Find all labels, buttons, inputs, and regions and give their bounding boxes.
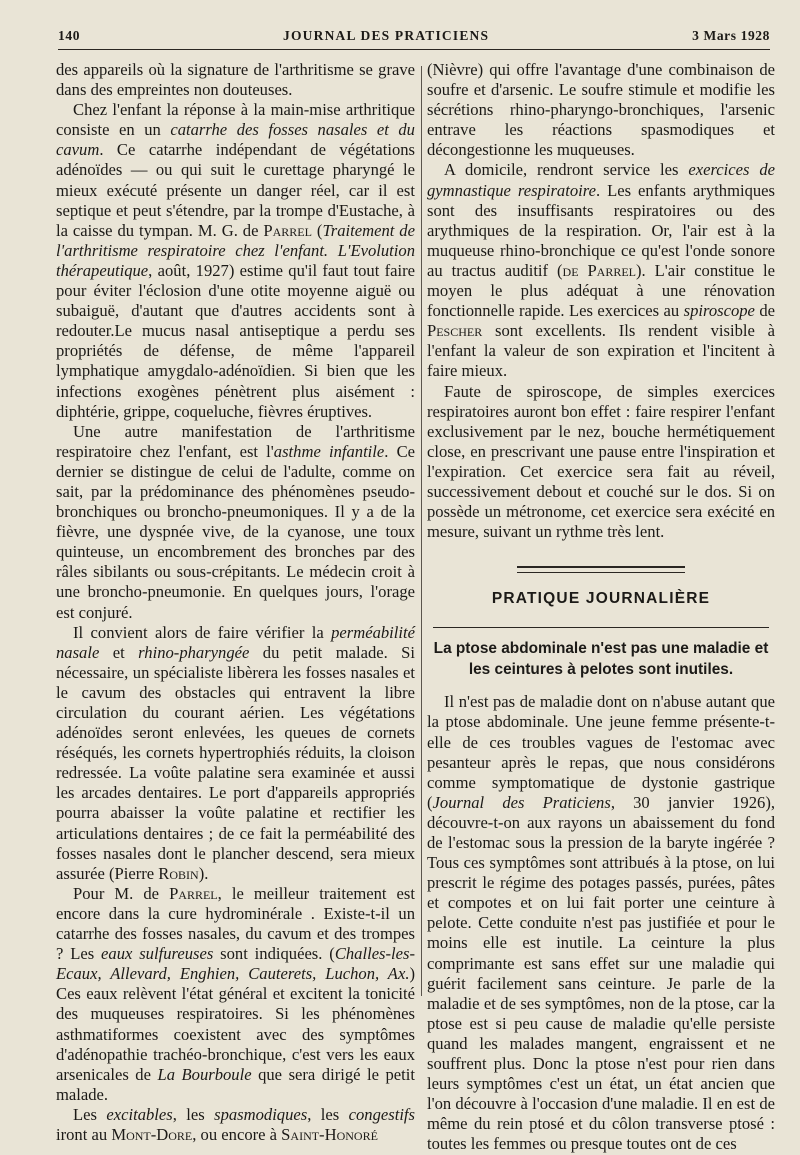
text: (Nièvre) qui offre l'avantage d'une combinaison de soufre et d'arsenic. Le soufre stimule et modifie les sécrétions rhino-pharyngo-bronchiques, l'arsenic entrave les réactions spasmodiques et décongestionne les muqueuses.: [427, 60, 775, 160]
italic-term: exercices de gymnastique respiratoire: [427, 160, 775, 200]
section-title: PRATIQUE JOURNALIÈRE: [491, 590, 711, 608]
text: que sera dirigé le petit malade.: [56, 1064, 415, 1104]
paragraph: [56, 100, 415, 422]
text: Il n'est pas de maladie dont on n'abuse autant que la ptose abdominale. Une jeune femme présente-t-elle de ces troubles vagues de l'estomac avec pesanteur après le repas, que nous considérons comme symptomatique de dystonie gastrique (: [427, 692, 775, 812]
text: . Ce catarrhe indépendant de végétations adénoïdes — ou qui suit le curettage pharyngé le mieux exécuté présente un danger réel, car il est septique et peut s'étendre, par la trompe d'Eustache, à la caisse du tympan. M. G. de: [56, 140, 415, 240]
text: Chez l'enfant la réponse à la main-mise arthritique consiste en un: [56, 100, 415, 140]
text: A domicile, rendront service les: [444, 160, 689, 180]
author-name: Parrel: [169, 883, 218, 903]
text: , les: [307, 1104, 349, 1124]
text: de: [754, 301, 776, 321]
column-separator: [421, 66, 422, 996]
left-column: [56, 60, 415, 1145]
paragraph: [427, 692, 775, 1154]
text: des appareils où la signature de l'arthritisme se grave dans des empreintes non douteuses.: [56, 60, 415, 100]
italic-term: excitables: [106, 1104, 173, 1124]
paragraph: [56, 422, 415, 623]
text: Faute de spiroscope, de simples exercices respiratoires auront bon effet : faire respirer l'enfant exclusivement par le nez, bouche hermétiquement close, en prescrivant une pause entre l'inspiration et l'expiration. Cet exercice sera fait au réveil, successivement debout et couché sur le dos. Si on possède un métronome, cet exercice sera exécité en mesure, suivant un rythme très lent.: [427, 381, 775, 542]
author-name: Robin: [158, 863, 199, 883]
text: ). L'air constitue le moyen le plus adéquat à une rénovation fonctionnelle rapide. Les exercices au: [427, 260, 775, 321]
text: , ou encore à: [192, 1124, 282, 1144]
text: ) Ces eaux relèvent l'état général et excitent la tonicité des muqueuses respiratoires. Si les phénomènes asthmatiformes coexistent avec des symptômes d'adénopathie trachéo-bronchique, c'est vers les eaux arsenicales de: [56, 964, 415, 1084]
text: et: [99, 642, 139, 662]
citation-title: Traitement de l'arthritisme respiratoire chez l'enfant. L'Evolution thérapeutique: [56, 220, 415, 280]
place-name: Saint-Honoré: [281, 1124, 378, 1144]
italic-term: perméabilité nasale: [56, 622, 415, 662]
italic-term: spiroscope: [683, 301, 755, 321]
text: du petit malade. Si nécessaire, un spécialiste libèrera les fosses nasales et le cavum des obstacles qui entravent la libre circulation du courant aérien. Les végétations adénoïdes seront enlevées, les queues de cornets réséqués, les cornets hypertrophiés réduits, la cloison redressée. La voûte palatine sera examinée et aussi les arcades dentaires. Le port d'appareils appropriés pourra abaisser la voûte palatine et rectifier les articulations dentaires ; de ce fait la perméabilité des fosses nasales dont le plancher descend, sera mieux assurée (Pierre: [56, 642, 416, 883]
text: Pour M. de: [73, 883, 170, 903]
title-divider: [433, 627, 769, 628]
paragraph: [56, 623, 415, 884]
text: Les: [73, 1104, 107, 1124]
text: , 30 janvier 1926), découvre-t-on aux rayons un abaissement du fond de l'estomac sous la pression de la baryte ingérée ? Tous ces symptômes sont attribués à la ptose, on lui prescrit le régime des potages passés, purées, pâtes et compotes et on lui fait porter une ceinture à pelote. Cette conduite n'est pas justifiée et pour le moins elle est inutile. La ceinture la plus comprimante est sans effet sur une maladie qui guérit facilement sans ceinture. Je parle de la maladie et de ses symptômes, non de la ptose, car la ptose est si peu cause de maladie qu'elle persiste quand les malades mangent, engraissent et ne souffrent plus. Donc la ptose n'est pour rien dans leurs symptômes c'est un état, un état ancien que l'on découvre à l'occasion d'une maladie. Il en est de même du rein ptosé et du côlon transverse ptosé : toutes les femmes ou presque toutes ont de ces: [427, 792, 775, 1154]
journal-title: JOURNAL DES PRATICIENS: [283, 28, 490, 43]
page-number: 140: [58, 28, 81, 43]
text: , le meilleur traitement est encore dans la cure hydrominérale . Existe-t-il un catarrhe des fosses nasales, du cavum et des trompes ? Les: [56, 883, 415, 964]
paragraph: [427, 160, 775, 381]
text: ).: [198, 863, 209, 883]
author-name: Parrel: [263, 220, 312, 240]
text: , les: [172, 1104, 215, 1124]
paragraph: [427, 382, 775, 543]
citation-title: Journal des Praticiens: [432, 792, 611, 812]
text: sont excellents. Ils rendent visible à l'enfant la valeur de son expiration et l'incitent à faire mieux.: [427, 321, 775, 381]
text: , août, 1927) estime qu'il faut tout faire pour éviter l'éclosion d'une otite moyenne aiguë ou subaiguë, d'autant que d'autres accidents sont à redouter.Le mucus nasal antiseptique a perdu ses propriétés de défense, de même l'appareil lymphatique amygdalo-adénoïdien. Si bien que les infections exogènes pénètrent plus aisément : diphtérie, grippe, coqueluche, fièvres éruptives.: [56, 260, 415, 421]
section-divider: [517, 566, 685, 573]
italic-term: Challes-les-Ecaux, Allevard, Enghien, Cauterets, Luchon, Ax.: [56, 944, 416, 984]
italic-term: catarrhe des fosses nasales et du cavum: [56, 120, 415, 160]
author-name: de Parrel: [562, 260, 637, 280]
italic-term: asthme infantile: [273, 441, 385, 461]
text: . Ce dernier se distingue de celui de l'adulte, comme on sait, par la prédominance des phénomènes pseudo-bronchiques ou broncho-pneumoniques. Il y a de la fièvre, une dyspnée vive, de la cyanose, une toux quinteuse, un encombrement des bronches par des râles sibilants ou sous-crépitants. Le médecin croit à une broncho-pneumonie. En quelques jours, l'orage est conjuré.: [56, 441, 415, 622]
text: . Les enfants arythmiques sont des insuffisants respiratoires ou des arythmiques de la respiration. Or, l'air est à la muqueuse rhino-bronchique ce qu'est l'onde sonore au tractus auditif (: [427, 180, 776, 280]
article-title: La ptose abdominale n'est pas une maladie et les ceintures à pelotes sont inutiles.: [433, 640, 769, 679]
italic-term: congestifs: [348, 1104, 415, 1124]
italic-term: spasmodiques: [214, 1104, 308, 1124]
place-name: Mont-Dore: [111, 1124, 193, 1144]
right-column: [427, 60, 775, 1155]
text: iront au: [56, 1124, 112, 1144]
paragraph: [56, 884, 415, 1105]
author-name: Pescher: [427, 321, 483, 341]
text: (: [311, 220, 323, 240]
text: Une autre manifestation de l'arthritisme respiratoire chez l'enfant, est l': [56, 421, 415, 461]
italic-term: eaux sulfureuses: [101, 944, 214, 964]
issue-date: 3 Mars 1928: [692, 28, 770, 43]
text: Il convient alors de faire vérifier la: [73, 622, 332, 642]
running-header: [58, 18, 770, 50]
italic-term: La Bourboule: [157, 1064, 252, 1084]
italic-term: rhino-pharyngée: [138, 642, 250, 662]
paragraph: [56, 60, 415, 100]
paragraph: [56, 1105, 415, 1145]
paragraph: [427, 60, 775, 160]
text: sont indiquées. (: [213, 944, 335, 964]
